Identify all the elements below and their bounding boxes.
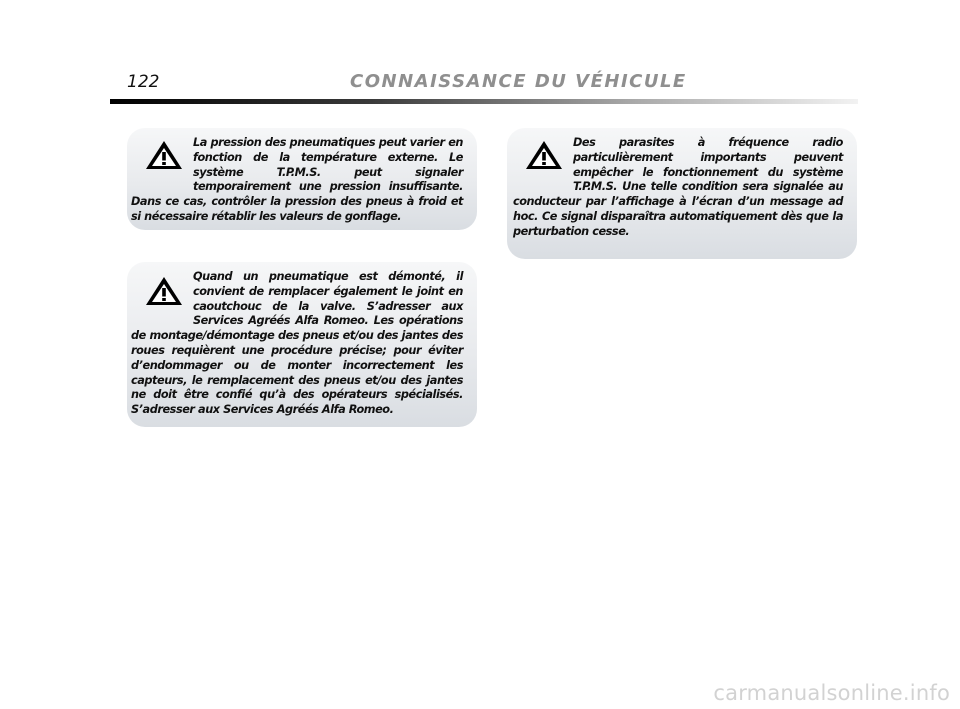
warning-triangle-icon: [145, 276, 183, 320]
warning-text: Quand un pneumatique est démonté, il convient de remplacer également le joint en caoutchouc de la valve. S’adresser aux Services Agréés Alfa Romeo. Les opérations de montage/démontage des pneus et/ou des jantes des roues requièrent une procédure précise; pour éviter d’endommager ou de monter incorrectement les capteurs, le remplacement des pneus et/ou des jantes ne doit être confié qu’à des opérateurs spécialisés. S’adresser aux Services Agréés Alfa Romeo.: [131, 270, 463, 417]
warning-box-radio-interference: [507, 128, 857, 259]
warning-box-valve-seal: [127, 262, 477, 427]
page-number: 122: [127, 72, 160, 92]
warning-text: La pression des pneumatiques peut varier en fonction de la température externe. Le système T.P.M.S. peut signaler temporairement une pression insuffisante. Dans ce cas, contrôler la pression des pneus à froid et si nécessaire rétablir les valeurs de gonflage.: [131, 136, 463, 223]
header-divider: [110, 99, 858, 104]
warning-triangle-icon: [525, 140, 563, 184]
warning-text: Des parasites à fréquence radio particulièrement importants peuvent empêcher le fonctionnement du système T.P.M.S. Une telle condition sera signalée au conducteur par l’affichage à l’écran d’un message ad hoc. Ce signal disparaîtra automatiquement dès que la perturbation cesse.: [513, 136, 843, 238]
warning-box-tire-pressure: [127, 128, 477, 230]
site-watermark: carmanualsonline.info: [713, 681, 950, 705]
section-title: CONNAISSANCE DU VÉHICULE: [350, 71, 687, 92]
warning-triangle-icon: [145, 140, 183, 184]
